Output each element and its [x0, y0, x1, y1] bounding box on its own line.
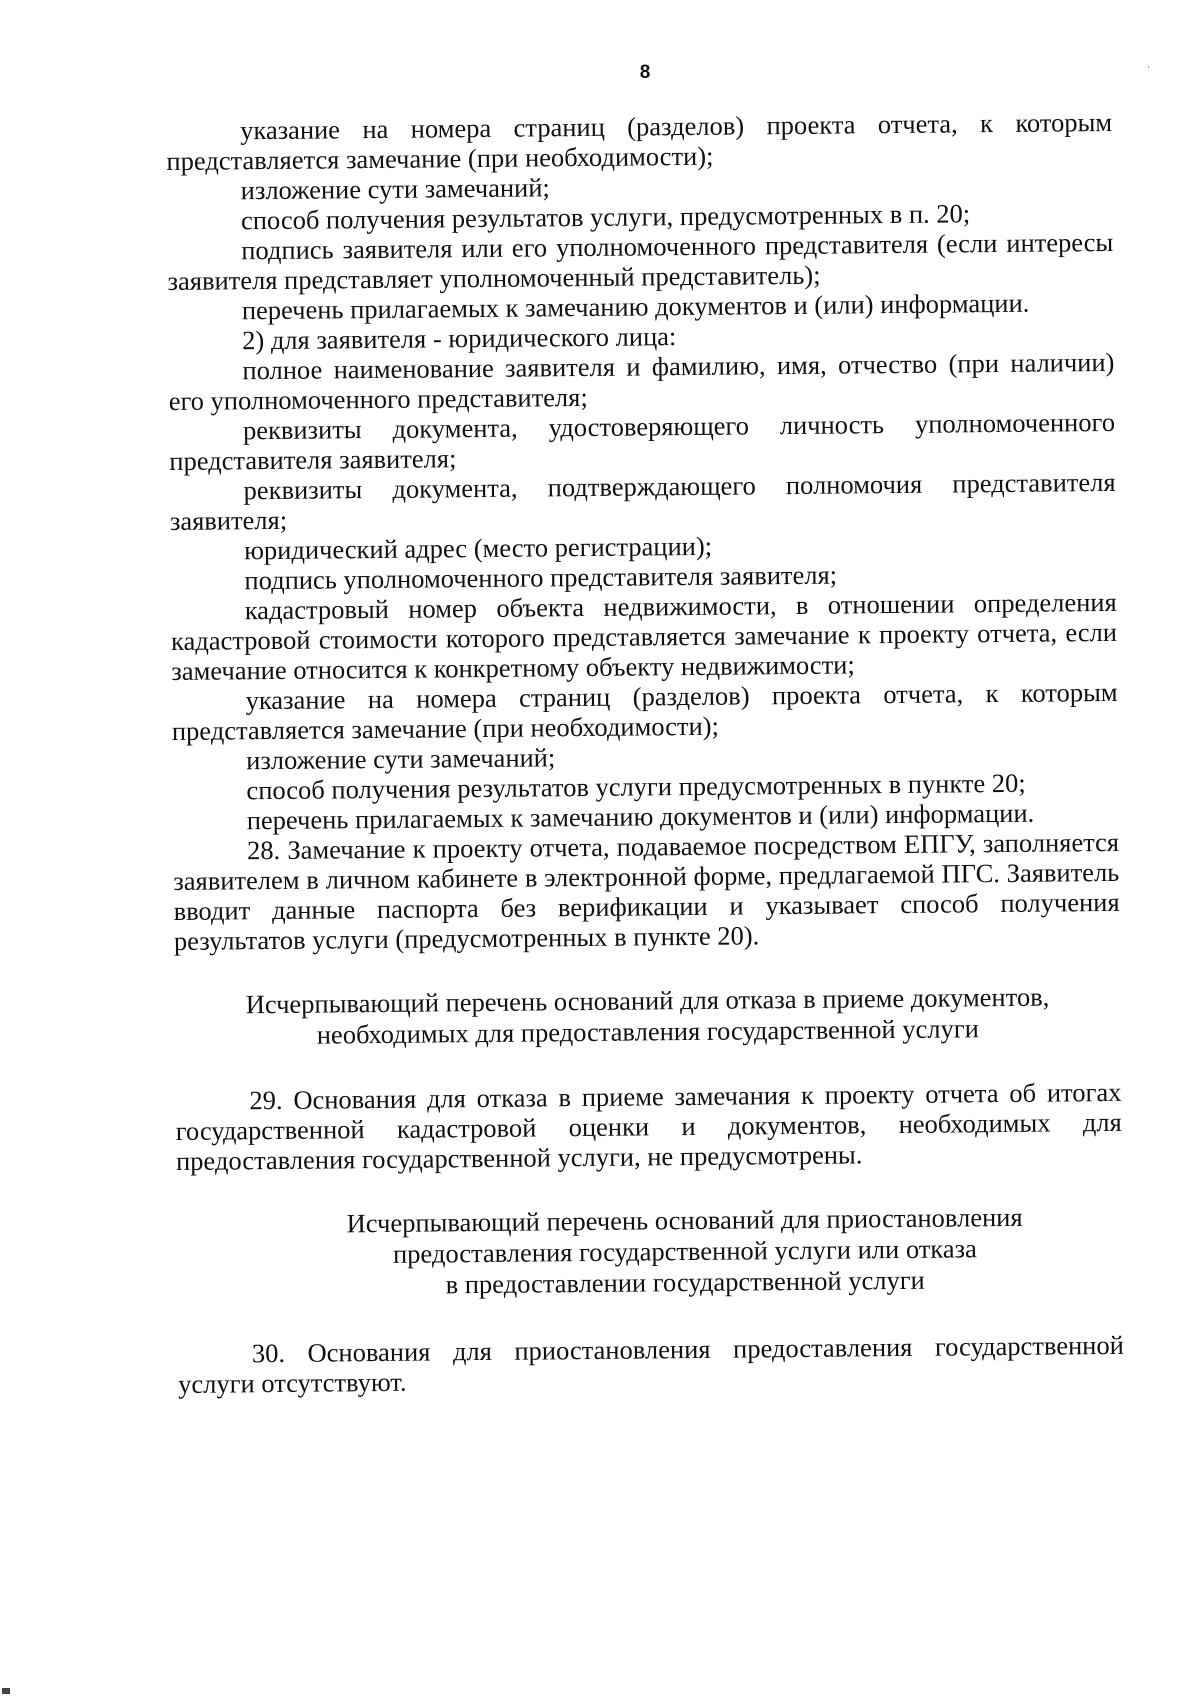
paragraph: подпись заявителя или его уполномоченного представителя (если интересы заявителя представляет уполномоченный представитель);: [167, 226, 1114, 296]
paragraph: реквизиты документа, удостоверяющего личность уполномоченного представителя заявителя;: [169, 406, 1116, 476]
paragraph: изложение сути замечаний;: [240, 172, 550, 206]
paragraph: способ получения результатов услуги предусмотренных в пункте 20;: [246, 767, 1026, 806]
paragraph: способ получения результатов услуги, предусмотренных в п. 20;: [240, 198, 971, 236]
section-heading-suspension: Исчерпывающий перечень оснований для приостановления предоставления государственной услуги или отказа в предоставлении государственной услуги: [346, 1201, 1023, 1300]
paragraph: указание на номера страниц (разделов) проекта отчета, к которым представляется замечание (при необходимости);: [171, 676, 1118, 746]
paragraph: изложение сути замечаний;: [246, 742, 556, 776]
paragraph: полное наименование заявителя и фамилию, имя, отчество (при наличии) его уполномоченного представителя;: [168, 346, 1115, 416]
paragraph: юридический адрес (место регистрации);: [244, 530, 713, 566]
page-number: 8: [639, 62, 651, 83]
document-body: [166, 107, 1124, 1399]
paragraph-30: 30. Основания для приостановления предоставления государственной услуги отсутствуют.: [178, 1329, 1124, 1399]
paragraph: указание на номера страниц (разделов) проекта отчета, к которым представляется замечание (при необходимости);: [166, 106, 1113, 176]
paragraph: 2) для заявителя - юридического лица:: [242, 321, 677, 356]
section-heading-refusal: Исчерпывающий перечень оснований для отказа в приеме документов, необходимых для предоставления государственной услуги: [245, 981, 1050, 1050]
paragraph-28: 28. Замечание к проекту отчета, подаваемое посредством ЕПГУ, заполняется заявителем в личном кабинете в электронной форме, предлагаемой ПГС. Заявитель вводит данные паспорта без верификации и указывает способ получения результатов услуги (предусмотренных в пункте 20).: [173, 826, 1120, 956]
scan-artifact: [2, 1688, 10, 1694]
paragraph: перечень прилагаемых к замечанию документов и (или) информации.: [246, 797, 1035, 836]
paragraph: перечень прилагаемых к замечанию документов и (или) информации.: [241, 287, 1030, 326]
paragraph: подпись уполномоченного представителя заявителя;: [244, 559, 838, 596]
paragraph: реквизиты документа, подтверждающего полномочия представителя заявителя;: [169, 466, 1116, 536]
scan-artifact: [1148, 66, 1149, 68]
paragraph-29: 29. Основания для отказа в приеме замечания к проекту отчета об итогах государственной кадастровой оценки и документов, необходимых для предоставления государственной услуги, не предусмотрены.: [175, 1076, 1122, 1176]
paragraph: кадастровый номер объекта недвижимости, в отношении определения кадастровой стоимости которого представляется замечание к проекту отчета, если замечание относится к конкретному объекту недвижимости;: [170, 586, 1118, 686]
